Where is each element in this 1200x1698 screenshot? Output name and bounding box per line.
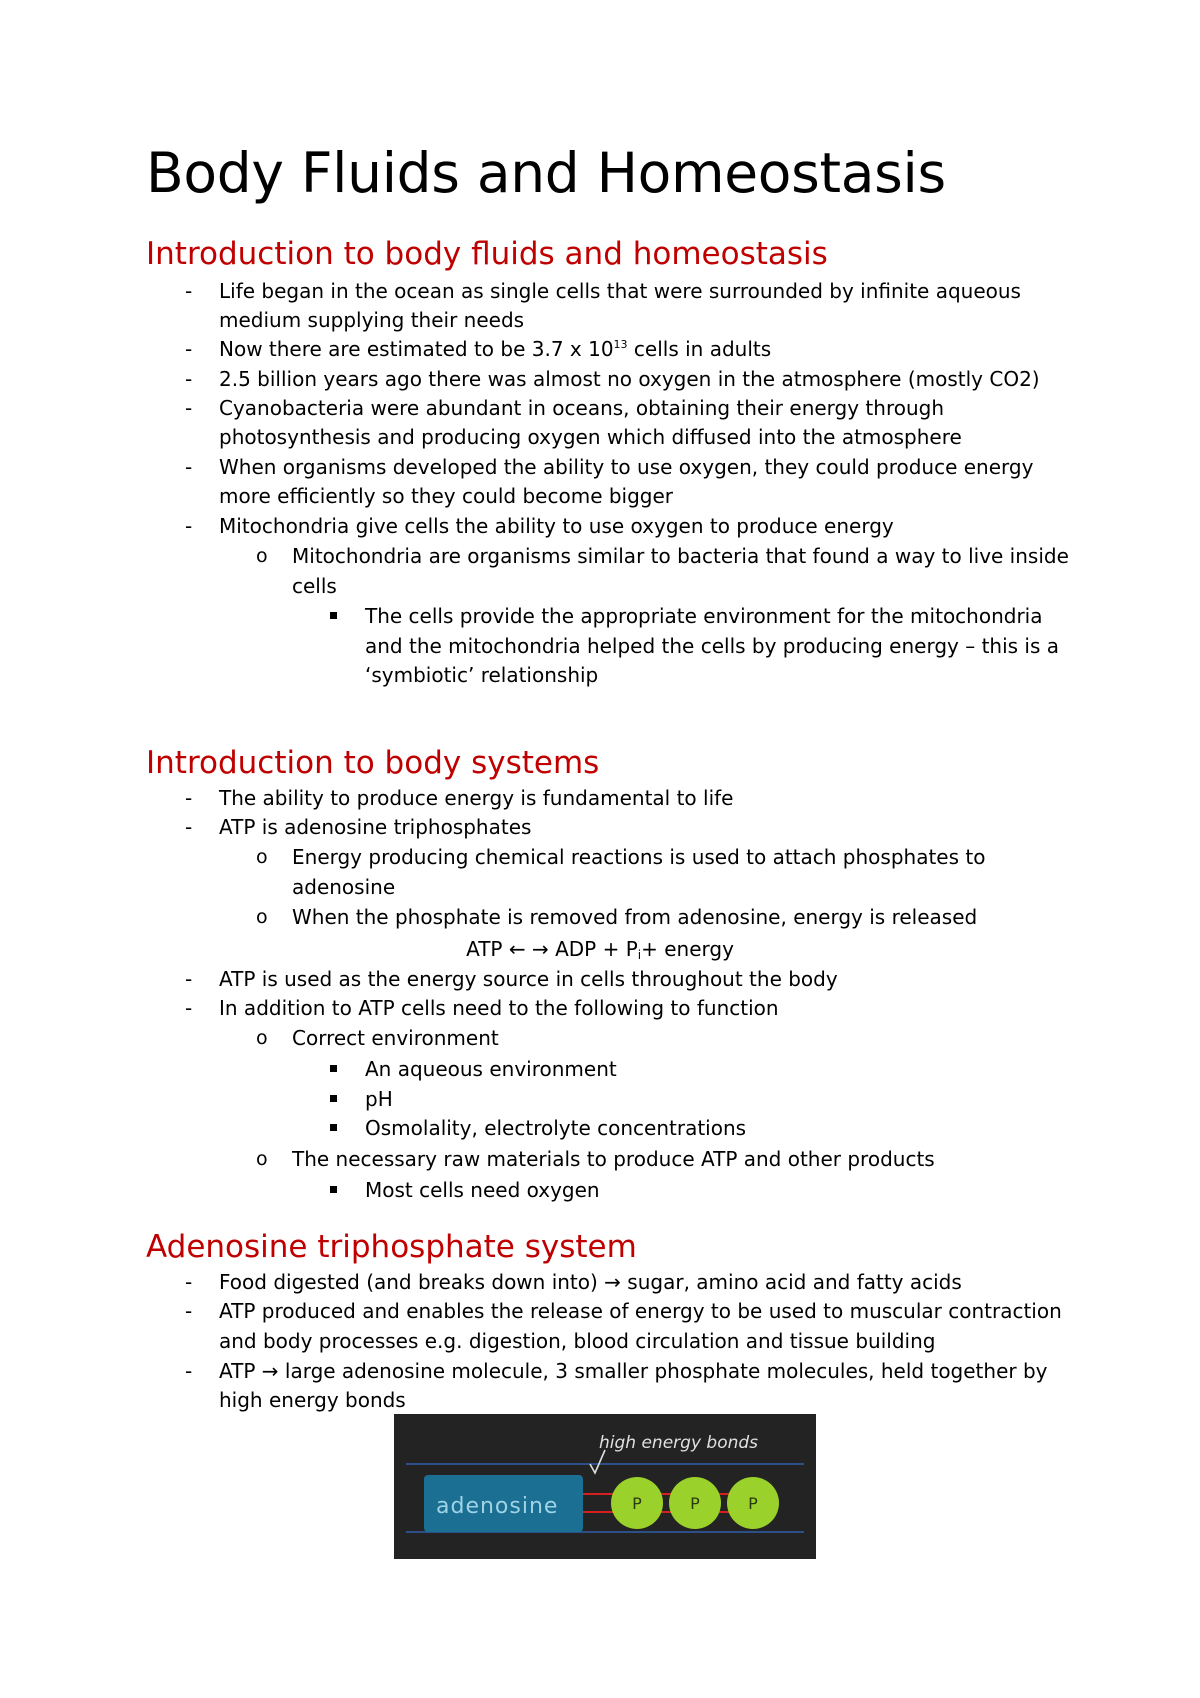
circle-bullet: o — [256, 906, 268, 928]
atp-diagram — [394, 1414, 816, 1559]
text-run: cells in adults — [633, 337, 772, 361]
dash-bullet: - — [185, 815, 193, 839]
circle-bullet: o — [256, 1027, 268, 1049]
dash-bullet: - — [185, 396, 193, 420]
text-run: + energy — [641, 937, 734, 961]
list-item: ATP is adenosine triphosphates — [219, 815, 532, 839]
list-item: Cyanobacteria were abundant in oceans, obtaining their energy through — [219, 396, 945, 420]
square-bullet-icon — [330, 1124, 337, 1131]
list-item-continuation: high energy bonds — [219, 1388, 406, 1412]
right-arrow-icon: → — [604, 1270, 621, 1294]
list-item-continuation: cells — [292, 574, 337, 598]
text-run: Now there are estimated to be 3.7 x 10 — [219, 337, 614, 361]
text-run: Food digested (and breaks down into) — [219, 1270, 605, 1294]
list-item: 2.5 billion years ago there was almost no oxygen in the atmosphere (mostly CO2) — [219, 367, 1040, 391]
annotation-text: high energy bonds — [599, 1433, 759, 1453]
square-bullet-icon — [330, 1065, 337, 1072]
subscript: i — [637, 948, 642, 962]
list-item-level3: pH — [365, 1087, 393, 1111]
dash-bullet: - — [185, 1270, 193, 1294]
list-item — [219, 1272, 962, 1292]
list-item: ATP is used as the energy source in cells throughout the body — [219, 967, 838, 991]
dash-bullet: - — [185, 367, 193, 391]
section-heading-intro-fluids: Introduction to body fluids and homeostasis — [146, 236, 828, 272]
list-item-level3: An aqueous environment — [365, 1057, 617, 1081]
dash-bullet: - — [185, 337, 193, 361]
square-bullet-icon — [330, 612, 337, 619]
dash-bullet: - — [185, 1359, 193, 1383]
left-arrow-icon: ← — [508, 937, 526, 961]
list-item-level3: Most cells need oxygen — [365, 1178, 600, 1202]
list-item: In addition to ATP cells need to the following to function — [219, 996, 779, 1020]
list-item: Mitochondria give cells the ability to use oxygen to produce energy — [219, 514, 894, 538]
text-run: large adenosine molecule, 3 smaller phosphate molecules, held together by — [278, 1359, 1048, 1383]
adenosine-label: adenosine — [436, 1494, 559, 1519]
atp-equation — [0, 937, 1200, 962]
list-item-continuation: adenosine — [292, 875, 396, 899]
list-item-continuation: and the mitochondria helped the cells by producing energy – this is a — [365, 634, 1060, 658]
list-item-continuation: and body processes e.g. digestion, blood circulation and tissue building — [219, 1329, 936, 1353]
superscript: 13 — [613, 338, 628, 351]
list-item-continuation: medium supplying their needs — [219, 308, 525, 332]
dash-bullet: - — [185, 279, 193, 303]
section-heading-intro-systems: Introduction to body systems — [146, 745, 600, 781]
text-run: ATP — [466, 937, 509, 961]
dash-bullet: - — [185, 996, 193, 1020]
circle-bullet: o — [256, 545, 268, 567]
list-item-level2: When the phosphate is removed from adenosine, energy is released — [292, 905, 978, 929]
list-item: When organisms developed the ability to use oxygen, they could produce energy — [219, 455, 1034, 479]
list-item — [219, 1361, 1048, 1381]
list-item-level2: The necessary raw materials to produce ATP and other products — [292, 1147, 935, 1171]
list-item-level3: Osmolality, electrolyte concentrations — [365, 1116, 747, 1140]
list-item-level3: The cells provide the appropriate environment for the mitochondria — [365, 604, 1043, 628]
list-item — [219, 339, 771, 359]
list-item-continuation: ‘symbiotic’ relationship — [365, 663, 599, 687]
circle-bullet: o — [256, 846, 268, 868]
circle-bullet: o — [256, 1148, 268, 1170]
dash-bullet: - — [185, 1299, 193, 1323]
list-item: Life began in the ocean as single cells that were surrounded by infinite aqueous — [219, 279, 1021, 303]
dash-bullet: - — [185, 786, 193, 810]
list-item: The ability to produce energy is fundamental to life — [219, 786, 734, 810]
phosphate-label: P — [632, 1494, 642, 1513]
square-bullet-icon — [330, 1186, 337, 1193]
dash-bullet: - — [185, 514, 193, 538]
dash-bullet: - — [185, 455, 193, 479]
phosphate-label: P — [748, 1494, 758, 1513]
list-item-continuation: more efficiently so they could become bigger — [219, 484, 674, 508]
list-item-continuation: photosynthesis and producing oxygen which diffused into the atmosphere — [219, 425, 962, 449]
section-heading-atp-system: Adenosine triphosphate system — [146, 1229, 637, 1265]
right-arrow-icon: → — [531, 937, 549, 961]
dash-bullet: - — [185, 967, 193, 991]
text-run: sugar, amino acid and fatty acids — [620, 1270, 962, 1294]
phosphate-label: P — [690, 1494, 700, 1513]
list-item-level2: Mitochondria are organisms similar to bacteria that found a way to live inside — [292, 544, 1069, 568]
square-bullet-icon — [330, 1095, 337, 1102]
list-item: ATP produced and enables the release of energy to be used to muscular contraction — [219, 1299, 1062, 1323]
right-arrow-icon: → — [261, 1359, 279, 1383]
text-run: ADP + P — [548, 937, 638, 961]
list-item-level2: Energy producing chemical reactions is used to attach phosphates to — [292, 845, 986, 869]
page-title: Body Fluids and Homeostasis — [146, 141, 946, 205]
text-run: ATP — [219, 1359, 262, 1383]
list-item-level2: Correct environment — [292, 1026, 499, 1050]
